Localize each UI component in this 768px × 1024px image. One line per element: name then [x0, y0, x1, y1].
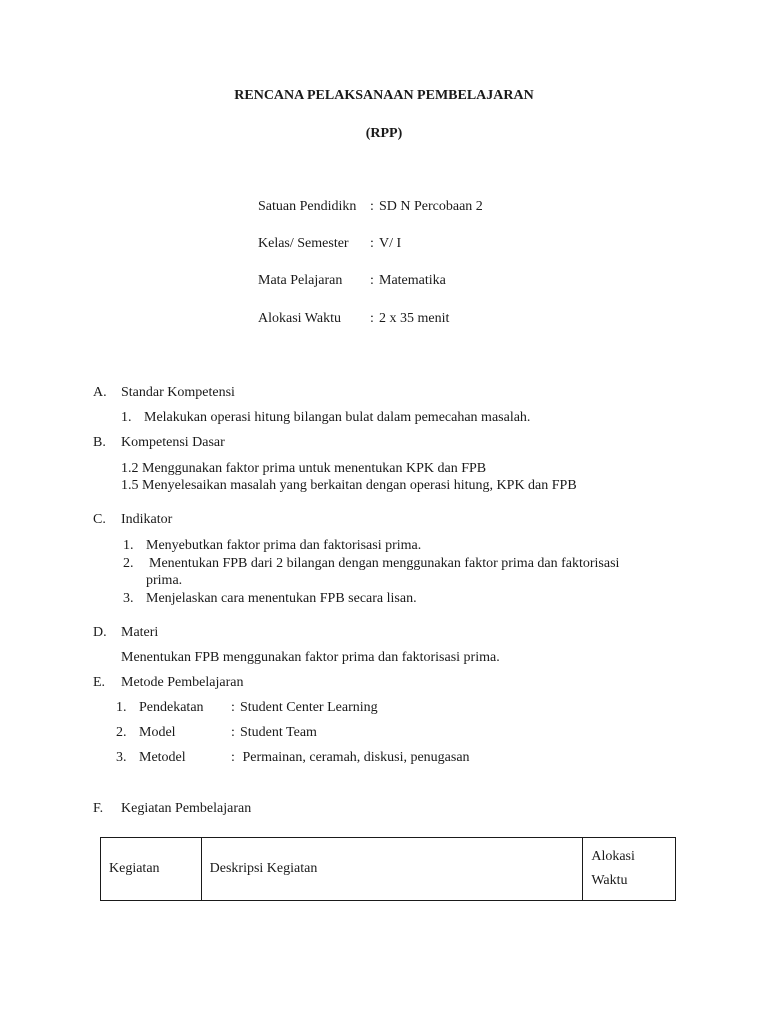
activity-table	[100, 837, 676, 901]
method-value: Student Team	[240, 725, 317, 740]
method-label: Metodel	[139, 750, 186, 765]
section-heading: Indikator	[121, 512, 173, 527]
identity-separator: :	[370, 199, 374, 214]
list-number: 3.	[116, 750, 127, 765]
list-item: 1.5 Menyelesaikan masalah yang berkaitan dengan operasi hitung, KPK dan FPB	[121, 478, 577, 493]
list-item-continuation: prima.	[146, 573, 183, 588]
list-item: Menyebutkan faktor prima dan faktorisasi prima.	[146, 538, 422, 553]
method-value: Permainan, ceramah, diskusi, penugasan	[239, 750, 470, 765]
section-heading: Metode Pembelajaran	[121, 675, 244, 690]
section-letter: D.	[93, 625, 107, 640]
section-heading: Kegiatan Pembelajaran	[121, 801, 252, 816]
identity-value: V/ I	[379, 236, 402, 251]
identity-value: Matematika	[379, 273, 446, 288]
section-letter: A.	[93, 385, 107, 400]
identity-label: Alokasi Waktu	[258, 311, 341, 326]
identity-label: Kelas/ Semester	[258, 236, 349, 251]
list-number: 1.	[121, 410, 132, 425]
section-letter: C.	[93, 512, 106, 527]
table-header-cell: Kegiatan	[101, 838, 202, 901]
document-subtitle: (RPP)	[365, 126, 403, 141]
identity-label: Mata Pelajaran	[258, 273, 343, 288]
list-number: 2.	[123, 556, 134, 571]
table-header-line: Waktu	[591, 873, 628, 888]
list-number: 1.	[116, 700, 127, 715]
method-separator: :	[231, 750, 235, 765]
list-number: 3.	[123, 591, 134, 606]
section-letter: B.	[93, 435, 106, 450]
identity-separator: :	[370, 311, 374, 326]
list-item: Menjelaskan cara menentukan FPB secara lisan.	[146, 591, 417, 606]
method-label: Pendekatan	[139, 700, 204, 715]
identity-value: SD N Percobaan 2	[379, 199, 483, 214]
method-separator: :	[231, 700, 235, 715]
document-title: RENCANA PELAKSANAAN PEMBELAJARAN	[234, 88, 534, 103]
section-heading: Kompetensi Dasar	[121, 435, 225, 450]
table-header-line: Alokasi	[591, 849, 635, 864]
section-letter: E.	[93, 675, 106, 690]
list-item: 1.2 Menggunakan faktor prima untuk menentukan KPK dan FPB	[121, 461, 487, 476]
method-value: Student Center Learning	[240, 700, 378, 715]
table-header-cell	[583, 838, 676, 901]
section-heading: Materi	[121, 625, 159, 640]
identity-separator: :	[370, 273, 374, 288]
section-heading: Standar Kompetensi	[121, 385, 235, 400]
list-item: Melakukan operasi hitung bilangan bulat dalam pemecahan masalah.	[144, 410, 531, 425]
identity-separator: :	[370, 236, 374, 251]
list-item: Menentukan FPB dari 2 bilangan dengan menggunakan faktor prima dan faktorisasi	[149, 556, 620, 571]
table-header-row	[101, 838, 676, 901]
method-label: Model	[139, 725, 176, 740]
method-separator: :	[231, 725, 235, 740]
section-letter: F.	[93, 801, 104, 816]
list-number: 1.	[123, 538, 134, 553]
table-header-cell: Deskripsi Kegiatan	[201, 838, 583, 901]
identity-value: 2 x 35 menit	[379, 311, 450, 326]
paragraph: Menentukan FPB menggunakan faktor prima dan faktorisasi prima.	[121, 650, 500, 665]
list-number: 2.	[116, 725, 127, 740]
identity-label: Satuan Pendidikn	[258, 199, 357, 214]
